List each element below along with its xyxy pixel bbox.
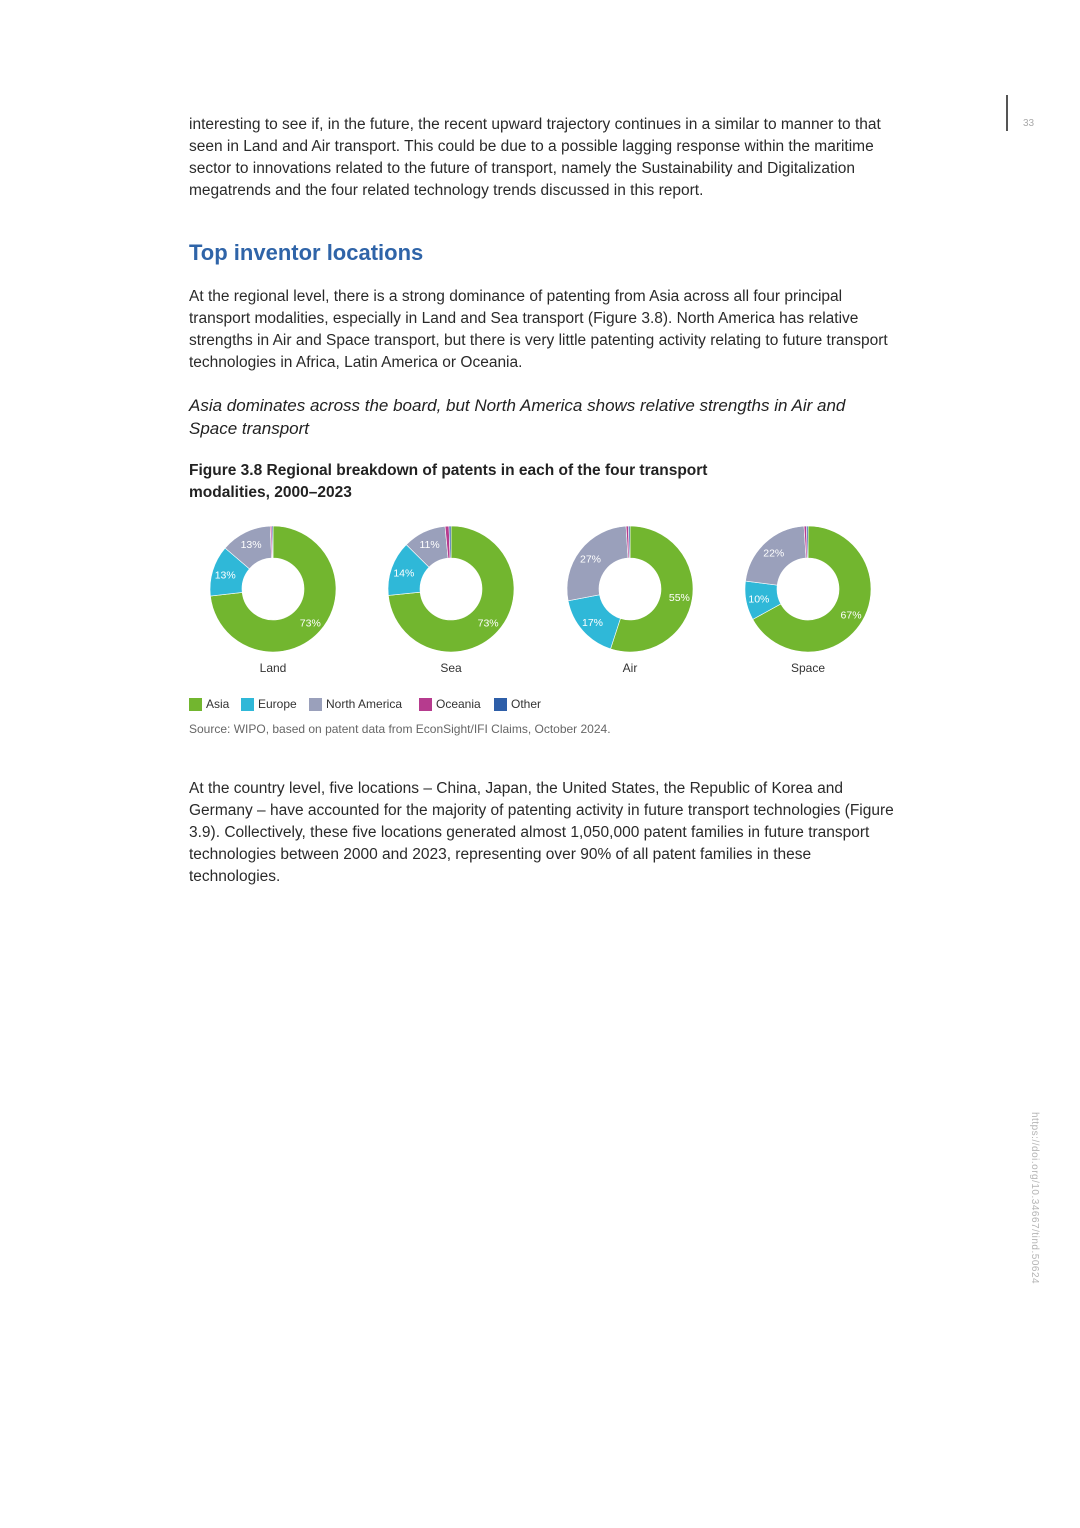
page-marker-rule bbox=[1006, 95, 1008, 131]
legend-swatch-europe bbox=[241, 698, 254, 711]
slice-label-air-europe: 17% bbox=[581, 617, 604, 630]
donut-air bbox=[567, 526, 693, 675]
figure-title: Figure 3.8 Regional breakdown of patents in each of the four transport modalities, 2000–2023 bbox=[189, 462, 708, 501]
slice-label-sea-europe: 14% bbox=[393, 567, 415, 580]
slice-label-sea-asia: 73% bbox=[477, 617, 499, 630]
donut-land bbox=[210, 526, 336, 675]
donut-space bbox=[745, 526, 871, 675]
legend-swatch-other bbox=[494, 698, 507, 711]
intro-paragraph: interesting to see if, in the future, the recent upward trajectory continues in a similar to manner to that seen in Land and Air transport. This could be due to a possible lagging response within the maritime sector to innovations related to the future of transport, namely the Sustainability and Digitalization megatrends and the four related technology trends discussed in this report. bbox=[189, 116, 881, 199]
legend-swatch-oceania bbox=[419, 698, 432, 711]
donut-name-air: Air bbox=[622, 661, 638, 675]
donut-name-space: Space bbox=[790, 661, 826, 675]
donut-sea bbox=[388, 526, 514, 675]
chart-legend bbox=[189, 697, 541, 711]
figure-source: Source: WIPO, based on patent data from EconSight/IFI Claims, October 2024. bbox=[189, 722, 611, 736]
slice-label-land-north-america: 13% bbox=[240, 539, 262, 552]
slice-label-space-asia: 67% bbox=[840, 609, 862, 622]
slice-label-air-asia: 55% bbox=[668, 591, 690, 604]
legend-label-asia: Asia bbox=[206, 697, 230, 711]
legend-swatch-north-america bbox=[309, 698, 322, 711]
page-content bbox=[189, 114, 894, 888]
donut-name-sea: Sea bbox=[440, 661, 462, 675]
pull-quote: Asia dominates across the board, but North America shows relative strengths in Air and Space transport bbox=[189, 396, 846, 438]
legend-label-other: Other bbox=[511, 697, 542, 711]
slice-label-space-europe: 10% bbox=[748, 593, 770, 606]
page-number: 33 bbox=[1023, 118, 1035, 129]
donut-name-land: Land bbox=[259, 661, 287, 675]
regional-breakdown-chart bbox=[189, 514, 894, 714]
legend-label-north-america: North America bbox=[326, 697, 403, 711]
legend-swatch-asia bbox=[189, 698, 202, 711]
legend-label-europe: Europe bbox=[258, 697, 297, 711]
side-reference: https://doi.org/10.34667/tind.50624 bbox=[1029, 1112, 1040, 1285]
legend-label-oceania: Oceania bbox=[436, 697, 481, 711]
slice-label-air-north-america: 27% bbox=[579, 553, 602, 566]
slice-label-land-europe: 13% bbox=[214, 569, 236, 582]
country-paragraph: At the country level, five locations – China, Japan, the United States, the Republic of Korea and Germany – have accounted for the majority of patenting activity in future transport technologies (Figure 3.9). Collectively, these five locations generated almost 1,050,000 patent families in future transport technologies between 2000 and 2023, representing over 90% of all patent families in these technologies. bbox=[189, 780, 894, 885]
section-title: Top inventor locations bbox=[189, 240, 424, 265]
slice-label-sea-north-america: 11% bbox=[419, 538, 440, 551]
regional-paragraph: At the regional level, there is a strong dominance of patenting from Asia across all four principal transport modalities, especially in Land and Sea transport (Figure 3.8). North America has relative strengths in Air and Space transport, but there is very little patenting activity relating to future transport technologies in Africa, Latin America or Oceania. bbox=[189, 288, 888, 371]
slice-label-space-north-america: 22% bbox=[763, 547, 785, 560]
slice-label-land-asia: 73% bbox=[299, 617, 321, 630]
